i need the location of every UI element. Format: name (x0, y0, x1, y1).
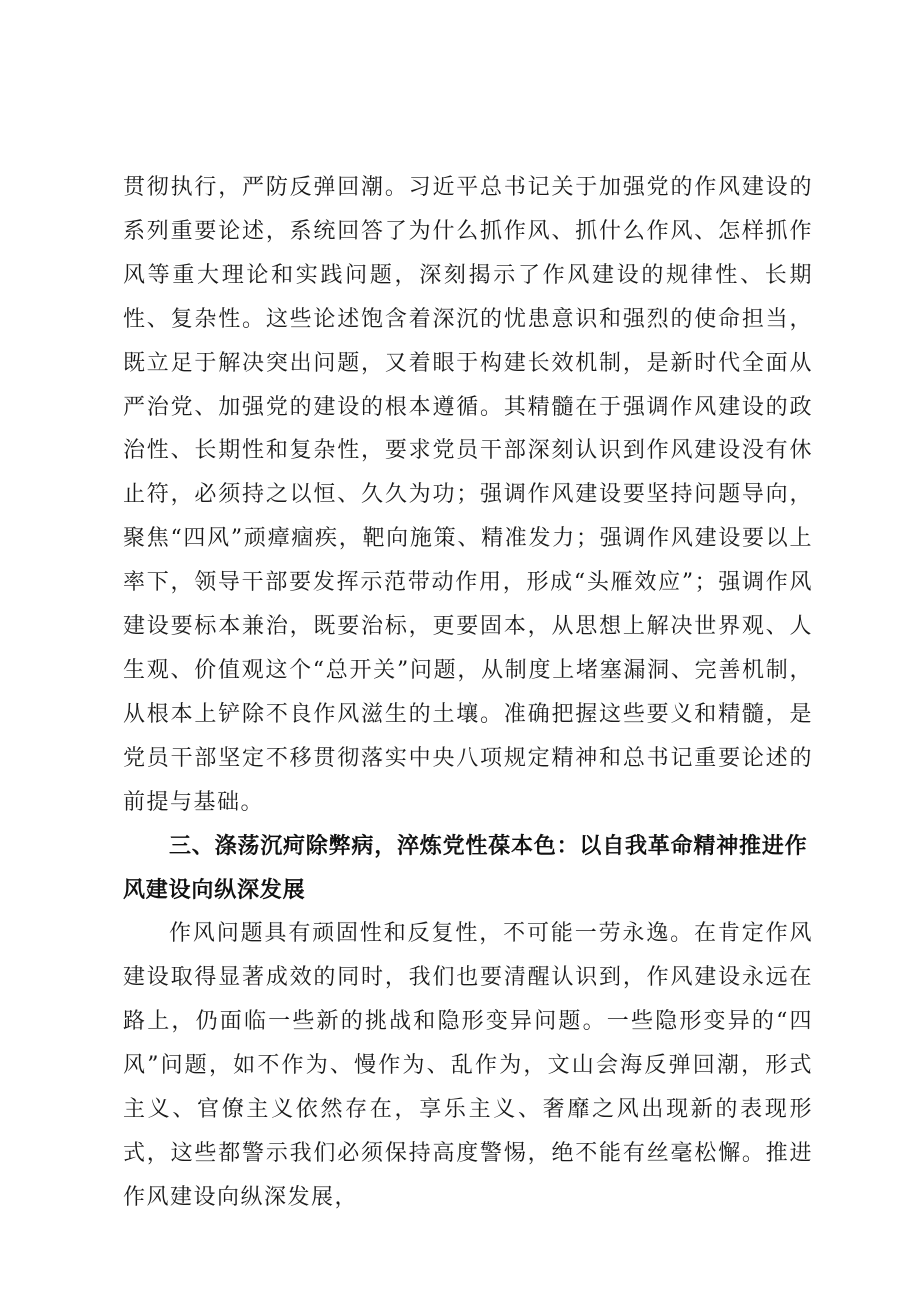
document-body (123, 166, 813, 1220)
section-heading: 三、涤荡沉疴除弊病，淬炼党性葆本色：以自我革命精神推进作风建设向纵深发展 (123, 833, 808, 903)
body-paragraph-continuation: 贯彻执行，严防反弹回潮。习近平总书记关于加强党的作风建设的系列重要论述，系统回答了为什么抓作风、抓什么作风、怎样抓作风等重大理论和实践问题，深刻揭示了作风建设的规律性、长期性、复杂性。这些论述饱含着深沉的忧患意识和强烈的使命担当，既立足于解决突出问题，又着眼于构建长效机制，是新时代全面从严治党、加强党的建设的根本遵循。其精髓在于强调作风建设的政治性、长期性和复杂性，要求党员干部深刻认识到作风建设没有休止符，必须持之以恒、久久为功；强调作风建设要坚持问题导向，聚焦“四风”顽瘴痼疾，靶向施策、精准发力；强调作风建设要以上率下，领导干部要发挥示范带动作用，形成“头雁效应”；强调作风建设要标本兼治，既要治标，更要固本，从思想上解决世界观、人生观、价值观这个“总开关”问题，从制度上堵塞漏洞、完善机制，从根本上铲除不良作风滋生的土壤。准确把握这些要义和精髓，是党员干部坚定不移贯彻落实中央八项规定精神和总书记重要论述的前提与基础。 (123, 175, 813, 815)
body-paragraph-section-three: 作风问题具有顽固性和反复性，不可能一劳永逸。在肯定作风建设取得显著成效的同时，我们也要清醒认识到，作风建设永远在路上，仍面临一些新的挑战和隐形变异问题。一些隐形变异的“四风”问题，如不作为、慢作为、乱作为，文山会海反弹回潮，形式主义、官僚主义依然存在，享乐主义、奢靡之风出现新的表现形式，这些都警示我们必须保持高度警惕，绝不能有丝毫松懈。推进作风建设向纵深发展， (123, 921, 813, 1210)
